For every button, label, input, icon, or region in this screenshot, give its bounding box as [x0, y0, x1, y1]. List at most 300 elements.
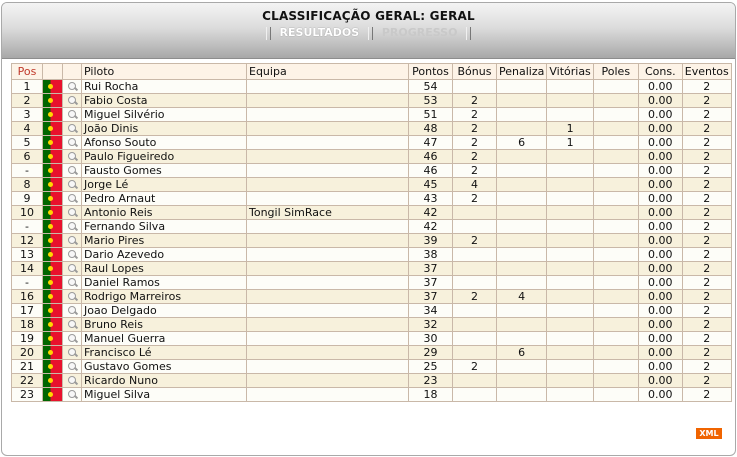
table-row: [12, 80, 732, 94]
magnifier-icon[interactable]: [67, 292, 77, 302]
row-vitorias: [547, 290, 593, 304]
details-cell[interactable]: [63, 346, 82, 360]
portugal-flag-icon: [43, 290, 62, 303]
row-bonus: 2: [453, 108, 497, 122]
row-pontos: 23: [409, 374, 453, 388]
row-equipa: [247, 150, 409, 164]
table-row: [12, 192, 732, 206]
row-bonus: 4: [453, 178, 497, 192]
flag-cell: [43, 164, 63, 178]
tab-resultados[interactable]: RESULTADOS: [279, 26, 360, 39]
row-pontos: 42: [409, 220, 453, 234]
details-cell[interactable]: [63, 122, 82, 136]
row-pontos: 37: [409, 262, 453, 276]
details-cell[interactable]: [63, 94, 82, 108]
row-vitorias: [547, 164, 593, 178]
row-penaliza: [497, 122, 547, 136]
details-cell[interactable]: [63, 388, 82, 402]
table-header-row: [12, 64, 732, 80]
row-poles: [593, 262, 638, 276]
row-piloto[interactable]: Rui Rocha: [82, 80, 247, 94]
row-bonus: [453, 318, 497, 332]
row-eventos: 2: [682, 220, 731, 234]
xml-export-button[interactable]: XML: [696, 428, 722, 439]
flag-cell: [43, 248, 63, 262]
row-pontos: 53: [409, 94, 453, 108]
table-row: [12, 122, 732, 136]
row-pontos: 38: [409, 248, 453, 262]
page-title: CLASSIFICAÇÃO GERAL: GERAL: [262, 9, 475, 23]
magnifier-icon[interactable]: [67, 194, 77, 204]
details-cell[interactable]: [63, 178, 82, 192]
magnifier-icon[interactable]: [67, 180, 77, 190]
row-vitorias: [547, 374, 593, 388]
column-header-flag: [43, 64, 63, 80]
row-piloto[interactable]: Fabio Costa: [82, 94, 247, 108]
row-pos: 20: [12, 346, 43, 360]
row-piloto[interactable]: Gustavo Gomes: [82, 360, 247, 374]
column-header-details: [63, 64, 82, 80]
magnifier-icon[interactable]: [67, 250, 77, 260]
row-equipa: [247, 388, 409, 402]
row-bonus: [453, 248, 497, 262]
row-pos: 12: [12, 234, 43, 248]
flag-cell: [43, 262, 63, 276]
row-piloto[interactable]: Jorge Lé: [82, 178, 247, 192]
row-pos: 4: [12, 122, 43, 136]
portugal-flag-icon: [43, 248, 62, 261]
row-pontos: 45: [409, 178, 453, 192]
row-eventos: 2: [682, 304, 731, 318]
portugal-flag-icon: [43, 192, 62, 205]
row-pontos: 32: [409, 318, 453, 332]
row-cons: 0.00: [638, 374, 682, 388]
tab-progresso[interactable]: PROGRESSO: [381, 26, 458, 39]
row-cons: 0.00: [638, 248, 682, 262]
details-cell[interactable]: [63, 80, 82, 94]
row-cons: 0.00: [638, 262, 682, 276]
row-piloto[interactable]: Miguel Silvério: [82, 108, 247, 122]
row-vitorias: [547, 262, 593, 276]
details-cell[interactable]: [63, 276, 82, 290]
flag-cell: [43, 388, 63, 402]
column-header-piloto[interactable]: Piloto: [82, 64, 247, 80]
row-vitorias: [547, 108, 593, 122]
table-row: [12, 150, 732, 164]
table-row: [12, 234, 732, 248]
row-poles: [593, 360, 638, 374]
row-penaliza: [497, 108, 547, 122]
row-penaliza: [497, 192, 547, 206]
row-pontos: 25: [409, 360, 453, 374]
row-cons: 0.00: [638, 80, 682, 94]
portugal-flag-icon: [43, 220, 62, 233]
column-header-eventos[interactable]: Eventos: [682, 64, 731, 80]
row-vitorias: [547, 276, 593, 290]
row-cons: 0.00: [638, 360, 682, 374]
flag-cell: [43, 346, 63, 360]
row-poles: [593, 248, 638, 262]
details-cell[interactable]: [63, 220, 82, 234]
details-cell[interactable]: [63, 262, 82, 276]
row-piloto[interactable]: Rodrigo Marreiros: [82, 290, 247, 304]
row-poles: [593, 304, 638, 318]
row-pos: 18: [12, 318, 43, 332]
row-eventos: 2: [682, 318, 731, 332]
row-eventos: 2: [682, 290, 731, 304]
row-vitorias: [547, 304, 593, 318]
row-equipa: Tongil SimRace: [247, 206, 409, 220]
row-cons: 0.00: [638, 220, 682, 234]
row-penaliza: [497, 248, 547, 262]
row-bonus: [453, 206, 497, 220]
portugal-flag-icon: [43, 80, 62, 93]
flag-cell: [43, 108, 63, 122]
row-poles: [593, 332, 638, 346]
row-eventos: 2: [682, 164, 731, 178]
portugal-flag-icon: [43, 374, 62, 387]
table-row: [12, 108, 732, 122]
row-cons: 0.00: [638, 150, 682, 164]
row-piloto[interactable]: Antonio Reis: [82, 206, 247, 220]
column-header-equipa[interactable]: Equipa: [247, 64, 409, 80]
column-header-bonus[interactable]: Bónus: [453, 64, 497, 80]
row-bonus: [453, 388, 497, 402]
row-eventos: 2: [682, 122, 731, 136]
row-penaliza: [497, 262, 547, 276]
row-equipa: [247, 332, 409, 346]
row-bonus: [453, 304, 497, 318]
row-vitorias: [547, 346, 593, 360]
row-poles: [593, 108, 638, 122]
row-penaliza: [497, 94, 547, 108]
row-penaliza: [497, 178, 547, 192]
row-vitorias: [547, 80, 593, 94]
row-bonus: [453, 262, 497, 276]
row-penaliza: [497, 332, 547, 346]
row-penaliza: [497, 206, 547, 220]
row-bonus: [453, 220, 497, 234]
row-poles: [593, 234, 638, 248]
flag-cell: [43, 234, 63, 248]
row-penaliza: [497, 164, 547, 178]
row-eventos: 2: [682, 192, 731, 206]
row-poles: [593, 150, 638, 164]
portugal-flag-icon: [43, 94, 62, 107]
magnifier-icon[interactable]: [67, 348, 77, 358]
row-eventos: 2: [682, 360, 731, 374]
row-pontos: 51: [409, 108, 453, 122]
portugal-flag-icon: [43, 178, 62, 191]
portugal-flag-icon: [43, 150, 62, 163]
row-equipa: [247, 346, 409, 360]
row-bonus: 2: [453, 122, 497, 136]
row-bonus: 2: [453, 192, 497, 206]
magnifier-icon[interactable]: [67, 222, 77, 232]
table-row: [12, 360, 732, 374]
row-piloto[interactable]: Manuel Guerra: [82, 332, 247, 346]
details-cell[interactable]: [63, 150, 82, 164]
flag-cell: [43, 290, 63, 304]
table-row: [12, 220, 732, 234]
row-bonus: 2: [453, 136, 497, 150]
row-equipa: [247, 80, 409, 94]
flag-cell: [43, 304, 63, 318]
row-penaliza: [497, 360, 547, 374]
table-row: [12, 332, 732, 346]
row-piloto[interactable]: Francisco Lé: [82, 346, 247, 360]
row-pos: -: [12, 276, 43, 290]
magnifier-icon[interactable]: [67, 96, 77, 106]
column-header-pos[interactable]: Pos: [12, 64, 43, 80]
table-row: [12, 346, 732, 360]
tab-separator: [368, 27, 373, 40]
magnifier-icon[interactable]: [67, 138, 77, 148]
details-cell[interactable]: [63, 108, 82, 122]
row-poles: [593, 220, 638, 234]
row-bonus: 2: [453, 150, 497, 164]
row-piloto[interactable]: Pedro Arnaut: [82, 192, 247, 206]
magnifier-icon[interactable]: [67, 362, 77, 372]
row-piloto[interactable]: João Dinis: [82, 122, 247, 136]
row-vitorias: [547, 94, 593, 108]
row-vitorias: 1: [547, 122, 593, 136]
row-eventos: 2: [682, 136, 731, 150]
row-cons: 0.00: [638, 164, 682, 178]
row-pos: -: [12, 220, 43, 234]
row-vitorias: [547, 192, 593, 206]
row-poles: [593, 164, 638, 178]
row-equipa: [247, 360, 409, 374]
row-vitorias: [547, 318, 593, 332]
row-pos: 16: [12, 290, 43, 304]
flag-cell: [43, 360, 63, 374]
column-header-cons[interactable]: Cons.: [638, 64, 682, 80]
portugal-flag-icon: [43, 346, 62, 359]
details-cell[interactable]: [63, 374, 82, 388]
row-cons: 0.00: [638, 136, 682, 150]
row-piloto[interactable]: Bruno Reis: [82, 318, 247, 332]
row-pontos: 42: [409, 206, 453, 220]
row-bonus: [453, 80, 497, 94]
row-equipa: [247, 276, 409, 290]
row-vitorias: [547, 332, 593, 346]
title-bar: [2, 3, 735, 59]
row-piloto[interactable]: Miguel Silva: [82, 388, 247, 402]
portugal-flag-icon: [43, 108, 62, 121]
details-cell[interactable]: [63, 360, 82, 374]
row-piloto[interactable]: Dario Azevedo: [82, 248, 247, 262]
row-pos: 9: [12, 192, 43, 206]
table-row: [12, 304, 732, 318]
row-piloto[interactable]: Raul Lopes: [82, 262, 247, 276]
row-eventos: 2: [682, 94, 731, 108]
row-cons: 0.00: [638, 276, 682, 290]
column-header-penaliza[interactable]: Penaliza: [497, 64, 547, 80]
row-cons: 0.00: [638, 192, 682, 206]
row-cons: 0.00: [638, 304, 682, 318]
magnifier-icon[interactable]: [67, 390, 77, 400]
row-poles: [593, 290, 638, 304]
row-poles: [593, 136, 638, 150]
row-penaliza: [497, 80, 547, 94]
row-bonus: [453, 332, 497, 346]
row-cons: 0.00: [638, 332, 682, 346]
row-penaliza: 6: [497, 136, 547, 150]
table-row: [12, 178, 732, 192]
magnifier-icon[interactable]: [67, 110, 77, 120]
portugal-flag-icon: [43, 360, 62, 373]
column-header-vitorias[interactable]: Vitórias: [547, 64, 593, 80]
tab-separator: [266, 27, 271, 40]
row-pos: 10: [12, 206, 43, 220]
row-equipa: [247, 122, 409, 136]
row-equipa: [247, 234, 409, 248]
flag-cell: [43, 276, 63, 290]
table-row: [12, 164, 732, 178]
column-header-pontos[interactable]: Pontos: [409, 64, 453, 80]
row-piloto[interactable]: Fausto Gomes: [82, 164, 247, 178]
row-poles: [593, 94, 638, 108]
row-penaliza: [497, 388, 547, 402]
magnifier-icon[interactable]: [67, 264, 77, 274]
tab-bar: [2, 26, 735, 40]
row-vitorias: [547, 388, 593, 402]
row-equipa: [247, 262, 409, 276]
row-pos: 19: [12, 332, 43, 346]
row-equipa: [247, 304, 409, 318]
row-piloto[interactable]: Joao Delgado: [82, 304, 247, 318]
row-poles: [593, 206, 638, 220]
details-cell[interactable]: [63, 136, 82, 150]
column-header-poles[interactable]: Poles: [593, 64, 638, 80]
row-pos: 17: [12, 304, 43, 318]
row-equipa: [247, 318, 409, 332]
portugal-flag-icon: [43, 276, 62, 289]
row-pos: -: [12, 164, 43, 178]
row-piloto[interactable]: Daniel Ramos: [82, 276, 247, 290]
magnifier-icon[interactable]: [67, 166, 77, 176]
magnifier-icon[interactable]: [67, 334, 77, 344]
magnifier-icon[interactable]: [67, 320, 77, 330]
magnifier-icon[interactable]: [67, 306, 77, 316]
details-cell[interactable]: [63, 290, 82, 304]
row-pontos: 46: [409, 164, 453, 178]
row-cons: 0.00: [638, 346, 682, 360]
flag-cell: [43, 80, 63, 94]
row-vitorias: 1: [547, 136, 593, 150]
table-row: [12, 388, 732, 402]
row-piloto[interactable]: Afonso Souto: [82, 136, 247, 150]
flag-cell: [43, 374, 63, 388]
row-piloto[interactable]: Fernando Silva: [82, 220, 247, 234]
details-cell[interactable]: [63, 164, 82, 178]
magnifier-icon[interactable]: [67, 236, 77, 246]
details-cell[interactable]: [63, 318, 82, 332]
portugal-flag-icon: [43, 388, 62, 401]
row-bonus: [453, 374, 497, 388]
row-pos: 5: [12, 136, 43, 150]
row-eventos: 2: [682, 346, 731, 360]
row-equipa: [247, 248, 409, 262]
magnifier-icon[interactable]: [67, 376, 77, 386]
row-penaliza: [497, 318, 547, 332]
magnifier-icon[interactable]: [67, 82, 77, 92]
flag-cell: [43, 206, 63, 220]
row-poles: [593, 318, 638, 332]
magnifier-icon[interactable]: [67, 152, 77, 162]
row-cons: 0.00: [638, 318, 682, 332]
details-cell[interactable]: [63, 192, 82, 206]
details-cell[interactable]: [63, 304, 82, 318]
row-bonus: 2: [453, 94, 497, 108]
portugal-flag-icon: [43, 164, 62, 177]
row-poles: [593, 80, 638, 94]
row-vitorias: [547, 220, 593, 234]
row-piloto[interactable]: Ricardo Nuno: [82, 374, 247, 388]
standings-table: [11, 63, 732, 402]
details-cell[interactable]: [63, 248, 82, 262]
row-pontos: 47: [409, 136, 453, 150]
table-row: [12, 262, 732, 276]
flag-cell: [43, 178, 63, 192]
magnifier-icon[interactable]: [67, 124, 77, 134]
row-pontos: 18: [409, 388, 453, 402]
row-cons: 0.00: [638, 94, 682, 108]
row-poles: [593, 178, 638, 192]
row-cons: 0.00: [638, 388, 682, 402]
row-poles: [593, 276, 638, 290]
flag-cell: [43, 122, 63, 136]
details-cell[interactable]: [63, 332, 82, 346]
row-eventos: 2: [682, 234, 731, 248]
details-cell[interactable]: [63, 206, 82, 220]
flag-cell: [43, 192, 63, 206]
row-vitorias: [547, 360, 593, 374]
row-piloto[interactable]: Mario Pires: [82, 234, 247, 248]
row-pontos: 46: [409, 150, 453, 164]
row-pontos: 29: [409, 346, 453, 360]
row-equipa: [247, 136, 409, 150]
row-eventos: 2: [682, 332, 731, 346]
row-pontos: 37: [409, 276, 453, 290]
magnifier-icon[interactable]: [67, 208, 77, 218]
row-eventos: 2: [682, 178, 731, 192]
row-pos: 22: [12, 374, 43, 388]
portugal-flag-icon: [43, 304, 62, 317]
table-row: [12, 374, 732, 388]
row-pontos: 34: [409, 304, 453, 318]
row-pos: 3: [12, 108, 43, 122]
row-poles: [593, 192, 638, 206]
row-vitorias: [547, 178, 593, 192]
magnifier-icon[interactable]: [67, 278, 77, 288]
row-pontos: 30: [409, 332, 453, 346]
row-vitorias: [547, 234, 593, 248]
portugal-flag-icon: [43, 136, 62, 149]
table-row: [12, 290, 732, 304]
row-equipa: [247, 374, 409, 388]
row-penaliza: [497, 150, 547, 164]
row-pontos: 54: [409, 80, 453, 94]
row-poles: [593, 346, 638, 360]
row-equipa: [247, 290, 409, 304]
row-eventos: 2: [682, 374, 731, 388]
row-eventos: 2: [682, 276, 731, 290]
row-piloto[interactable]: Paulo Figueiredo: [82, 150, 247, 164]
details-cell[interactable]: [63, 234, 82, 248]
portugal-flag-icon: [43, 262, 62, 275]
